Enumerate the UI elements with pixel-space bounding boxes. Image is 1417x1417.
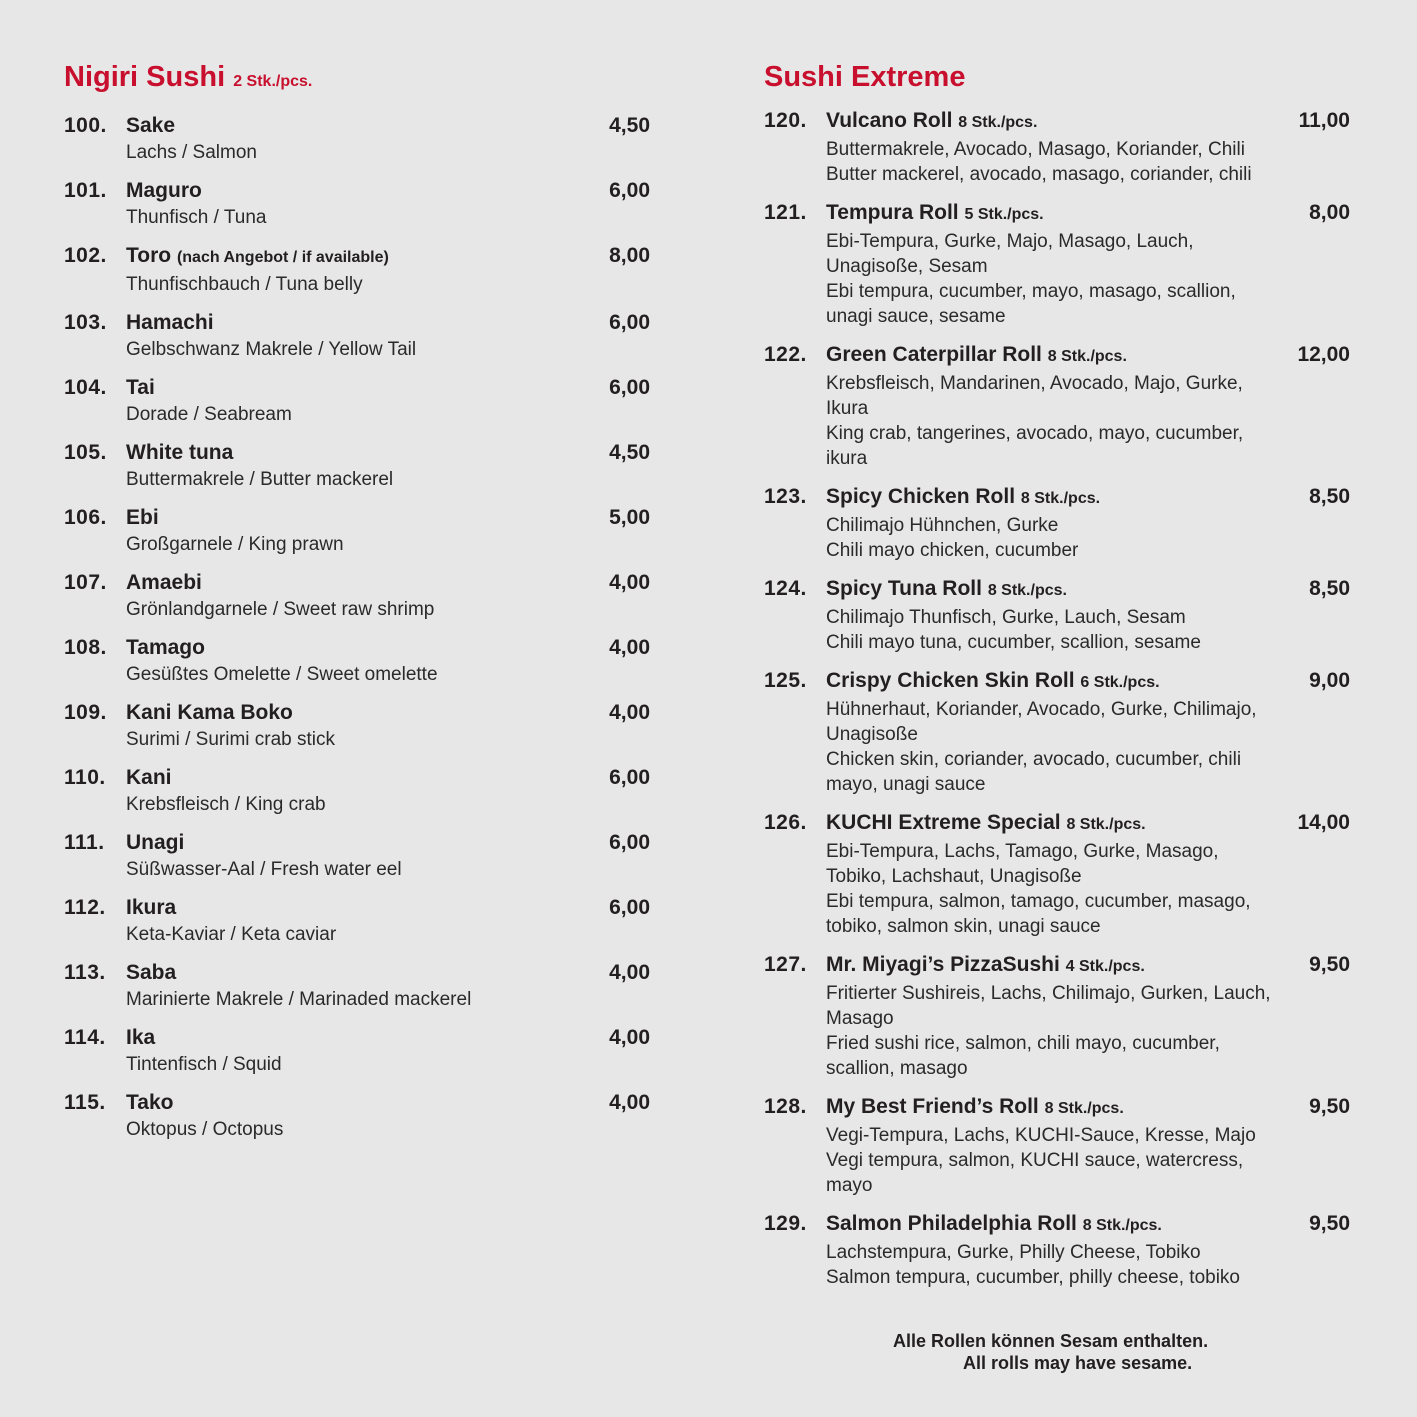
section-title-portion: 2 Stk./pcs. — [233, 73, 313, 90]
menu-item — [764, 200, 1350, 329]
description-line: Marinierte Makrele / Marinaded mackerel — [126, 989, 472, 1010]
item-name: Toro — [126, 244, 172, 267]
menu-item-list — [64, 113, 650, 1142]
item-number: 104. — [64, 376, 107, 399]
description-line: Grönlandgarnele / Sweet raw shrimp — [126, 599, 435, 620]
item-heading — [126, 830, 570, 855]
description-line: Vegi-Tempura, Lachs, KUCHI-Sauce, Kresse, Majo — [826, 1125, 1256, 1146]
description-line: Gelbschwanz Makrele / Yellow Tail — [126, 339, 417, 360]
item-heading — [826, 576, 1270, 603]
item-heading — [126, 1090, 570, 1115]
item-description — [826, 981, 1280, 1081]
item-number: 123. — [764, 485, 807, 508]
menu-item — [764, 576, 1350, 655]
description-line: Lachs / Salmon — [126, 142, 257, 163]
item-number: 109. — [64, 701, 107, 724]
item-price: 4,50 — [609, 114, 650, 137]
description-line: Chilimajo Thunfisch, Gurke, Lauch, Sesam — [826, 607, 1186, 628]
description-line: Fritierter Sushireis, Lachs, Chilimajo, Gurken, Lauch, Masago — [826, 983, 1271, 1029]
item-heading — [126, 505, 570, 530]
item-name: Saba — [126, 961, 177, 984]
item-description — [826, 605, 1280, 655]
item-description — [126, 272, 580, 297]
item-number: 112. — [64, 896, 106, 919]
menu-item — [64, 830, 650, 882]
item-heading — [126, 570, 570, 595]
item-number: 108. — [64, 636, 107, 659]
description-line: Thunfischbauch / Tuna belly — [126, 274, 363, 295]
item-description — [126, 987, 580, 1012]
item-name: Unagi — [126, 831, 185, 854]
item-description — [126, 727, 580, 752]
item-number: 127. — [764, 953, 807, 976]
item-heading — [126, 310, 570, 335]
item-price: 6,00 — [609, 896, 650, 919]
menu-item — [64, 1090, 650, 1142]
menu-item — [64, 440, 650, 492]
menu-item — [64, 895, 650, 947]
description-line: Salmon tempura, cucumber, philly cheese, tobiko — [826, 1267, 1240, 1288]
item-price: 4,00 — [609, 1026, 650, 1049]
item-name: Hamachi — [126, 311, 214, 334]
menu-item — [64, 243, 650, 297]
item-number: 101. — [64, 179, 107, 202]
item-name: Tai — [126, 376, 155, 399]
description-line: Buttermakrele, Avocado, Masago, Koriander, Chili — [826, 139, 1245, 160]
item-price: 4,50 — [609, 441, 650, 464]
item-heading — [826, 108, 1270, 135]
description-line: Hühnerhaut, Koriander, Avocado, Gurke, Chilimajo, Unagisoße — [826, 699, 1257, 745]
item-name: Vulcano Roll — [826, 109, 953, 132]
item-note: 8 Stk./pcs. — [1066, 816, 1146, 833]
item-note: 5 Stk./pcs. — [964, 206, 1044, 223]
section-title-text: Nigiri Sushi — [64, 61, 226, 93]
item-price: 4,00 — [609, 1091, 650, 1114]
description-line: Chili mayo tuna, cucumber, scallion, sesame — [826, 632, 1201, 653]
item-price: 6,00 — [609, 179, 650, 202]
item-price: 9,00 — [1309, 669, 1350, 692]
sesame-footnote — [893, 1330, 1208, 1374]
item-number: 120. — [764, 109, 807, 132]
item-number: 125. — [764, 669, 807, 692]
description-line: Thunfisch / Tuna — [126, 207, 267, 228]
item-name: Tamago — [126, 636, 205, 659]
menu-item — [64, 765, 650, 817]
menu-item — [64, 1025, 650, 1077]
item-number: 121. — [764, 201, 807, 224]
item-description — [126, 857, 580, 882]
item-description — [126, 532, 580, 557]
menu-item — [64, 178, 650, 230]
item-description — [126, 792, 580, 817]
description-line: Krebsfleisch, Mandarinen, Avocado, Majo, Gurke, Ikura — [826, 373, 1243, 419]
footnote-line-en: All rolls may have sesame. — [963, 1353, 1193, 1373]
item-price: 5,00 — [609, 506, 650, 529]
item-price: 8,50 — [1309, 485, 1350, 508]
item-heading — [126, 113, 570, 138]
item-price: 9,50 — [1309, 1095, 1350, 1118]
item-note: 8 Stk./pcs. — [1047, 348, 1127, 365]
item-heading — [826, 484, 1270, 511]
item-heading — [126, 1025, 570, 1050]
item-description — [826, 137, 1280, 187]
item-name: Spicy Tuna Roll — [826, 577, 982, 600]
description-line: Ebi-Tempura, Lachs, Tamago, Gurke, Masago, Tobiko, Lachshaut, Unagisoße — [826, 841, 1219, 887]
item-heading — [826, 1211, 1270, 1238]
item-heading — [826, 668, 1270, 695]
item-price: 6,00 — [609, 376, 650, 399]
item-description — [126, 337, 580, 362]
item-number: 111. — [64, 831, 105, 854]
item-name: Mr. Miyagi’s PizzaSushi — [826, 953, 1060, 976]
menu-item — [64, 635, 650, 687]
item-description — [826, 839, 1280, 939]
menu-item — [764, 484, 1350, 563]
description-line: Ebi tempura, salmon, tamago, cucumber, masago, tobiko, salmon skin, unagi sauce — [826, 891, 1251, 937]
item-heading — [826, 952, 1270, 979]
item-number: 105. — [64, 441, 107, 464]
item-price: 4,00 — [609, 701, 650, 724]
description-line: Butter mackerel, avocado, masago, coriander, chili — [826, 164, 1252, 185]
footnote-line-de: Alle Rollen können Sesam enthalten. — [893, 1331, 1209, 1351]
menu-item — [64, 375, 650, 427]
menu-item — [64, 700, 650, 752]
item-name: Green Caterpillar Roll — [826, 343, 1042, 366]
section-title — [64, 58, 650, 101]
item-number: 110. — [64, 766, 106, 789]
item-number: 124. — [764, 577, 807, 600]
item-number: 129. — [764, 1212, 807, 1235]
description-line: Großgarnele / King prawn — [126, 534, 344, 555]
item-name: Ika — [126, 1026, 156, 1049]
item-number: 113. — [64, 961, 106, 984]
item-heading — [126, 635, 570, 660]
item-price: 14,00 — [1297, 811, 1350, 834]
item-description — [826, 371, 1280, 471]
description-line: Süßwasser-Aal / Fresh water eel — [126, 859, 402, 880]
item-heading — [126, 440, 570, 465]
item-heading — [826, 342, 1270, 369]
item-heading — [126, 700, 570, 725]
item-price: 4,00 — [609, 961, 650, 984]
description-line: Tintenfisch / Squid — [126, 1054, 282, 1075]
item-number: 102. — [64, 244, 107, 267]
item-description — [126, 467, 580, 492]
item-name: My Best Friend’s Roll — [826, 1095, 1039, 1118]
description-line: Ebi-Tempura, Gurke, Majo, Masago, Lauch, Unagisoße, Sesam — [826, 231, 1194, 277]
item-description — [826, 1240, 1280, 1290]
menu-item — [764, 668, 1350, 797]
item-price: 12,00 — [1297, 343, 1350, 366]
item-note: 8 Stk./pcs. — [1020, 490, 1101, 507]
description-line: Fried sushi rice, salmon, chili mayo, cucumber, scallion, masago — [826, 1033, 1220, 1079]
item-heading — [826, 200, 1270, 227]
item-description — [126, 205, 580, 230]
item-number: 122. — [764, 343, 807, 366]
item-note: 8 Stk./pcs. — [958, 114, 1038, 131]
item-name: Spicy Chicken Roll — [826, 485, 1016, 508]
menu-item — [764, 1094, 1350, 1198]
item-heading — [126, 243, 570, 270]
item-name: Tempura Roll — [826, 201, 959, 224]
menu-item — [764, 1211, 1350, 1290]
item-number: 103. — [64, 311, 107, 334]
menu-item-list — [764, 108, 1350, 1290]
item-name: Ebi — [126, 506, 159, 529]
item-note: 8 Stk./pcs. — [1082, 1217, 1162, 1234]
menu-item — [64, 960, 650, 1012]
item-number: 128. — [764, 1095, 807, 1118]
item-heading — [126, 375, 570, 400]
description-line: Surimi / Surimi crab stick — [126, 729, 336, 750]
item-description — [826, 697, 1280, 797]
menu-item — [64, 310, 650, 362]
menu-item — [764, 342, 1350, 471]
item-name: Kani — [126, 766, 172, 789]
description-line: Oktopus / Octopus — [126, 1119, 284, 1140]
item-price: 11,00 — [1298, 109, 1350, 132]
item-heading — [126, 895, 570, 920]
section-title-text: Sushi Extreme — [764, 61, 966, 93]
item-price: 4,00 — [609, 571, 650, 594]
item-name: Maguro — [126, 179, 202, 202]
description-line: Dorade / Seabream — [126, 404, 292, 425]
item-heading — [826, 1094, 1270, 1121]
item-heading — [126, 765, 570, 790]
menu-item — [764, 810, 1350, 939]
item-name: White tuna — [126, 441, 234, 464]
item-description — [126, 597, 580, 622]
item-description — [126, 922, 580, 947]
item-number: 126. — [764, 811, 807, 834]
description-line: Keta-Kaviar / Keta caviar — [126, 924, 337, 945]
item-heading — [826, 810, 1270, 837]
item-name: Ikura — [126, 896, 177, 919]
section-title — [764, 58, 1350, 96]
item-note: 8 Stk./pcs. — [1044, 1100, 1124, 1117]
description-line: Chili mayo chicken, cucumber — [826, 540, 1079, 561]
description-line: Lachstempura, Gurke, Philly Cheese, Tobiko — [826, 1242, 1201, 1263]
item-description — [826, 513, 1280, 563]
item-description — [126, 1052, 580, 1077]
item-number: 100. — [64, 114, 107, 137]
item-heading — [126, 960, 570, 985]
item-price: 8,00 — [609, 244, 650, 267]
item-price: 9,50 — [1309, 953, 1350, 976]
item-name: Amaebi — [126, 571, 202, 594]
item-price: 4,00 — [609, 636, 650, 659]
description-line: Krebsfleisch / King crab — [126, 794, 326, 815]
menu-item — [64, 113, 650, 165]
item-name: Crispy Chicken Skin Roll — [826, 669, 1075, 692]
item-price: 8,50 — [1309, 577, 1350, 600]
item-description — [826, 1123, 1280, 1198]
item-number: 107. — [64, 571, 107, 594]
item-name: KUCHI Extreme Special — [826, 811, 1061, 834]
item-name: Sake — [126, 114, 176, 137]
menu-item — [64, 505, 650, 557]
item-number: 106. — [64, 506, 107, 529]
description-line: Vegi tempura, salmon, KUCHI sauce, watercress, mayo — [826, 1150, 1244, 1196]
item-number: 114. — [64, 1026, 106, 1049]
sushi-extreme-section — [764, 58, 1350, 1303]
item-note: 6 Stk./pcs. — [1080, 674, 1160, 691]
item-description — [826, 229, 1280, 329]
item-name: Kani Kama Boko — [126, 701, 293, 724]
description-line: Chilimajo Hühnchen, Gurke — [826, 515, 1059, 536]
item-note: (nach Angebot / if available) — [176, 249, 389, 266]
item-price: 6,00 — [609, 831, 650, 854]
menu-item — [764, 108, 1350, 187]
item-price: 6,00 — [609, 766, 650, 789]
item-description — [126, 402, 580, 427]
item-name: Tako — [126, 1091, 174, 1114]
item-price: 6,00 — [609, 311, 650, 334]
item-heading — [126, 178, 570, 203]
description-line: Chicken skin, coriander, avocado, cucumber, chili mayo, unagi sauce — [826, 749, 1242, 795]
item-description — [126, 662, 580, 687]
nigiri-sushi-section — [64, 58, 650, 1155]
item-description — [126, 140, 580, 165]
menu-item — [764, 952, 1350, 1081]
item-name: Salmon Philadelphia Roll — [826, 1212, 1077, 1235]
item-note: 8 Stk./pcs. — [987, 582, 1067, 599]
menu-item — [64, 570, 650, 622]
description-line: Buttermakrele / Butter mackerel — [126, 469, 394, 490]
item-note: 4 Stk./pcs. — [1065, 958, 1145, 975]
description-line: King crab, tangerines, avocado, mayo, cucumber, ikura — [826, 423, 1244, 469]
item-number: 115. — [64, 1091, 106, 1114]
item-price: 9,50 — [1309, 1212, 1350, 1235]
description-line: Gesüßtes Omelette / Sweet omelette — [126, 664, 438, 685]
description-line: Ebi tempura, cucumber, mayo, masago, scallion, unagi sauce, sesame — [826, 281, 1236, 327]
item-description — [126, 1117, 580, 1142]
item-price: 8,00 — [1309, 201, 1350, 224]
